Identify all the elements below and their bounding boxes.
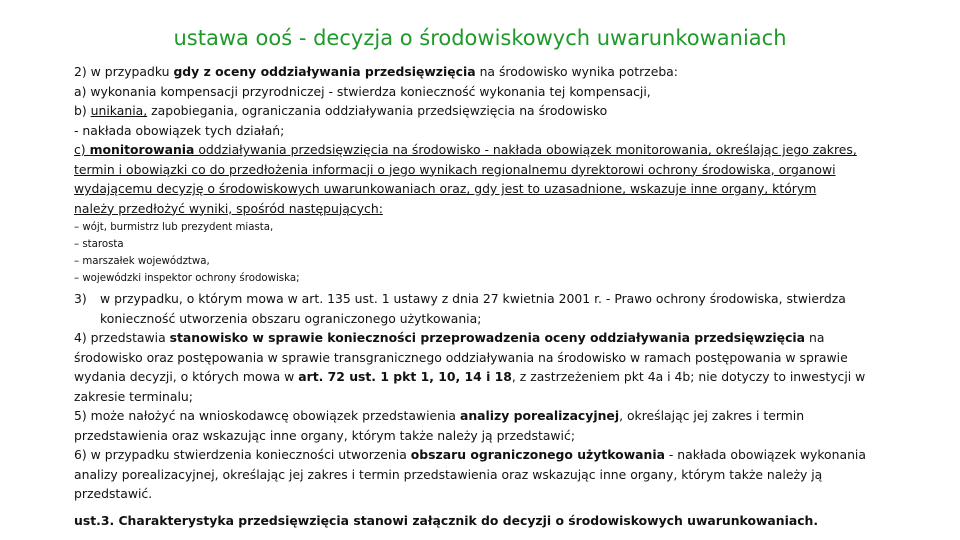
p4-mid: na środowisko oraz postępowania w sprawie transgranicznego oddziaływania na środowisko w ramach postępowania w sprawie wydania decyzji, o których mowa w xyxy=(74,330,848,384)
p5-bold: analizy porealizacyjnej xyxy=(459,408,620,423)
p6-bold: obszaru ograniczonego użytkowania xyxy=(410,447,665,462)
p2-line-1 xyxy=(74,62,894,82)
p2-line1-bold: gdy z oceny oddziaływania przedsięwzięcia xyxy=(173,64,476,79)
p2-line3-pre: b) xyxy=(74,103,91,118)
p2-line1-pre: 2) w przypadku xyxy=(74,64,174,79)
p2-line3-post: zapobiegania, ograniczania oddziaływania przedsięwzięcia na środowisko xyxy=(147,103,608,118)
p2-line-5 xyxy=(74,140,894,160)
paragraph-3-text: w przypadku, o którym mowa w art. 135 ust. 1 ustawy z dnia 27 kwietnia 2001 r. - Prawo ochrony środowiska, stwierdza konieczność utworzenia obszaru ograniczonego użytkowania; xyxy=(100,291,846,326)
paragraph-4 xyxy=(74,328,894,406)
p2-line3-underlined: unikania, xyxy=(90,103,148,118)
paragraph-5 xyxy=(74,406,894,445)
p6-post: - nakłada obowiązek wykonania analizy porealizacyjnej, określając jej zakres i termin przedstawienia oraz wskazując inne organy, którym także należy ją przedstawić. xyxy=(74,447,866,501)
p4-bold-2: art. 72 ust. 1 pkt 1, 10, 14 i 18 xyxy=(298,369,512,384)
p2-line-4: - nakłada obowiązek tych działań; xyxy=(74,122,285,138)
authorities-list xyxy=(74,219,894,287)
p2-line-7: wydającemu decyzję o środowiskowych uwarunkowaniach oraz, gdy jest to uzasadnione, wskazuje inne organy, którym xyxy=(74,181,817,196)
p5-post: , określając jej zakres i termin przedstawienia oraz wskazując inne organy, którym także należy ją przedstawić; xyxy=(74,408,805,443)
p2-line5-post: oddziaływania przedsięwzięcia na środowisko - nakłada obowiązek monitorowania, określając jego zakres, xyxy=(194,142,857,157)
final-note: ust.3. Charakterystyka przedsięwzięcia stanowi załącznik do decyzji o środowiskowych uwarunkowaniach. xyxy=(74,512,819,528)
p2-line-3 xyxy=(74,101,894,121)
paragraph-3 xyxy=(74,289,894,328)
p4-bold-1: stanowisko w sprawie konieczności przeprowadzenia oceny oddziaływania przedsięwzięcia xyxy=(169,330,806,345)
p2-line-8: należy przedłożyć wyniki, spośród następujących: xyxy=(74,200,383,216)
authority-item: – marszałek województwa, xyxy=(74,256,210,267)
p5-pre: 5) może nałożyć na wnioskodawcę obowiązek przedstawienia xyxy=(74,408,460,423)
p6-pre: 6) w przypadku stwierdzenia konieczności utworzenia xyxy=(74,447,411,462)
authority-item: – starosta xyxy=(74,239,124,250)
p2-line-2: a) wykonania kompensacji przyrodniczej - stwierdza konieczność wykonania tej kompensacji, xyxy=(74,83,651,99)
slide-title: ustawa ooś - decyzja o środowiskowych uwarunkowaniach xyxy=(173,26,787,50)
paragraph-3-number: 3) xyxy=(74,291,87,306)
p2-line5-pre: c) xyxy=(74,142,90,157)
p2-line-6: termin i obowiązki co do przedłożenia informacji o jego wynikach regionalnemu dyrektorowi ochrony środowiska, organowi xyxy=(74,161,836,177)
p2-line5-bold: monitorowania xyxy=(89,142,195,157)
slide-body xyxy=(74,62,894,530)
paragraph-6 xyxy=(74,445,894,504)
authority-item: – wójt, burmistrz lub prezydent miasta, xyxy=(74,222,274,233)
p4-pre: 4) przedstawia xyxy=(74,330,170,345)
p4-post: , z zastrzeżeniem pkt 4a i 4b; nie dotyczy to inwestycji w zakresie terminalu; xyxy=(74,369,866,404)
p2-line1-post: na środowisko wynika potrzeba: xyxy=(475,64,678,79)
authority-item: – wojewódzki inspektor ochrony środowiska; xyxy=(74,273,300,284)
